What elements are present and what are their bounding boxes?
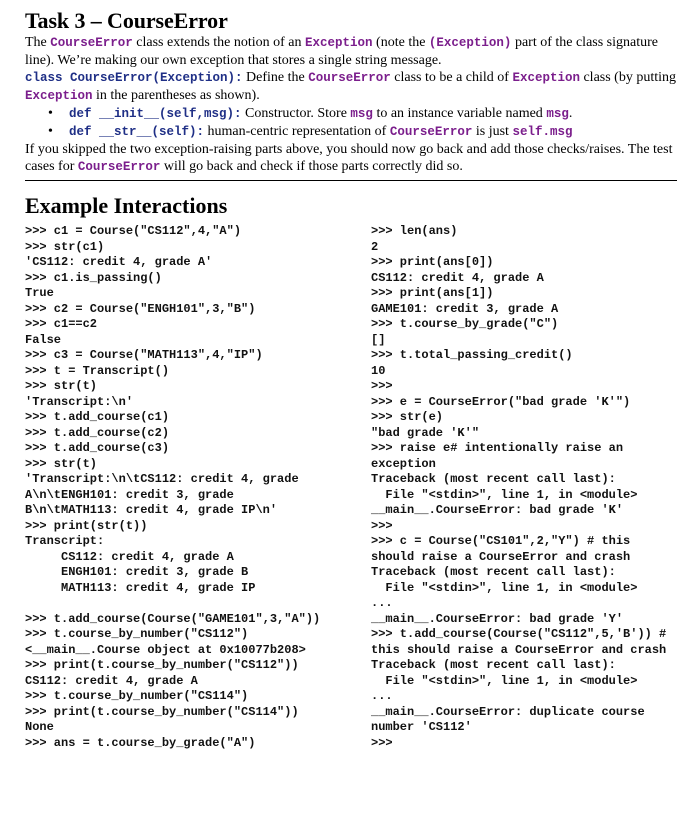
code-line: ... (371, 596, 393, 610)
code-line: >>> t.add_course(c3) (25, 441, 170, 455)
code-line: number 'CS112' (371, 720, 472, 734)
code-line: exception (371, 456, 436, 471)
code-line: >>> c1==c2 (25, 317, 98, 331)
code-line: ENGH101: credit 3, grade B (25, 565, 249, 579)
text-run: is just (472, 124, 513, 139)
code-line: >>> c1 = Course("CS112",4,"A") (25, 224, 242, 238)
code-line: 'Transcript:\n' (25, 394, 134, 409)
code-line: CS112: credit 4, grade A (371, 270, 544, 285)
code-line: __main__.CourseError: bad grade 'Y' (371, 611, 624, 626)
bullet-icon: • (48, 106, 53, 121)
text-run: If you skipped the two exception-raising parts above, you should now go back and add those checks/raises. The test cases for (25, 142, 673, 174)
code-line: 2 (371, 239, 379, 254)
code-line: >>> (371, 379, 393, 393)
text-run: will go back and check if those parts correctly did so. (160, 159, 463, 174)
method-list (25, 105, 677, 141)
method-item-str-text (69, 124, 572, 139)
code-line: Traceback (most recent call last): (371, 472, 616, 486)
method-item-str (25, 123, 677, 141)
code-line: >>> print(str(t)) (25, 518, 148, 533)
section-divider (25, 180, 677, 181)
code-term: class CourseError(Exception): (25, 71, 243, 85)
class-definition-line (25, 69, 677, 105)
code-line: 'CS112: credit 4, grade A' (25, 255, 213, 269)
code-line: >>> str(e) (371, 410, 444, 424)
code-line: >>> c = Course("CS101",2,"Y") # this (371, 534, 631, 548)
code-term: msg (546, 107, 569, 121)
text-run: class (by putting (579, 70, 677, 85)
text-run: to an instance variable named (372, 106, 547, 121)
code-line: >>> print(ans[0]) (371, 255, 494, 269)
code-term: CourseError (308, 71, 391, 85)
text-run: in the parentheses as shown). (92, 88, 260, 103)
left-code-column (25, 224, 355, 751)
code-line: >>> str(c1) (25, 239, 105, 254)
code-term: Exception (25, 89, 93, 103)
text-run: . (568, 106, 573, 121)
code-line: >>> t.add_course(Course("CS112",5,'B')) # (371, 627, 667, 641)
code-line: >>> t.course_by_grade("C") (371, 317, 559, 331)
intro-paragraph (25, 34, 677, 69)
code-line: >>> ans = t.course_by_grade("A") (25, 735, 256, 750)
code-line: Traceback (most recent call last): (371, 658, 616, 672)
code-line: File "<stdin>", line 1, in <module> (371, 487, 638, 502)
code-line: >>> t.total_passing_credit() (371, 348, 573, 362)
code-line: >>> c3 = Course("MATH113",4,"IP") (25, 348, 263, 362)
method-item-init (25, 105, 677, 123)
code-line: >>> len(ans) (371, 224, 458, 238)
code-line: __main__.CourseError: duplicate course (371, 704, 645, 719)
code-line: >>> (371, 735, 393, 750)
text-run: human-centric representation of (204, 124, 390, 139)
code-line: 10 (371, 363, 386, 378)
text-run: Constructor. Store (241, 106, 351, 121)
code-line: >>> t.course_by_number("CS112") (25, 627, 249, 641)
code-line: __main__.CourseError: bad grade 'K' (371, 503, 624, 517)
method-item-init-text (69, 106, 572, 121)
bullet-icon: • (48, 124, 53, 139)
code-term: def __init__(self,msg): (69, 107, 242, 121)
code-line: None (25, 720, 54, 734)
code-line: [] (371, 332, 386, 347)
code-line: ... (371, 689, 393, 703)
code-line: False (25, 332, 62, 347)
text-run: The (25, 35, 51, 50)
code-line: >>> t = Transcript() (25, 363, 170, 378)
text-run: class extends the notion of an (132, 35, 306, 50)
code-line: >>> raise e# intentionally raise an (371, 441, 624, 455)
code-line: >>> t.add_course(c1) (25, 410, 170, 424)
code-line: >>> (371, 518, 393, 533)
code-term: CourseError (77, 160, 161, 174)
code-term: msg (350, 107, 373, 121)
code-line: >>> print(ans[1]) (371, 286, 494, 300)
code-term: Exception (305, 36, 373, 50)
code-line: GAME101: credit 3, grade A (371, 301, 559, 316)
code-line: <__main__.Course object at 0x10077b208> (25, 642, 306, 657)
text-run: part of the class signature line). We’re making our own exception that stores a single string message. (25, 35, 658, 68)
code-line: >>> c2 = Course("ENGH101",3,"B") (25, 301, 256, 316)
code-line: >>> str(t) (25, 456, 98, 471)
text-run: Define the (242, 70, 309, 85)
code-line: 'Transcript:\n\tCS112: credit 4, grade (25, 472, 299, 486)
text-run: class to be a child of (390, 70, 513, 85)
code-line: >>> c1.is_passing() (25, 270, 162, 285)
code-line: >>> print(t.course_by_number("CS114")) (25, 704, 299, 719)
right-code-column (371, 224, 677, 751)
code-term: CourseError (389, 125, 473, 139)
code-line: >>> str(t) (25, 379, 98, 393)
examples-heading: Example Interactions (25, 193, 228, 218)
code-term: self.msg (512, 125, 573, 139)
code-line: should raise a CourseError and crash (371, 549, 631, 564)
code-term: Exception (512, 71, 580, 85)
code-line: >>> print(t.course_by_number("CS112")) (25, 658, 299, 672)
code-line: Traceback (most recent call last): (371, 565, 616, 579)
code-line: Transcript: (25, 534, 105, 548)
code-line: CS112: credit 4, grade A (25, 673, 198, 688)
task-title: Task 3 – CourseError (25, 8, 228, 33)
code-term: CourseError (50, 36, 133, 50)
text-run: (note the (372, 35, 429, 50)
code-line: True (25, 286, 54, 300)
code-line: CS112: credit 4, grade A (25, 549, 234, 564)
code-line: >>> t.add_course(Course("GAME101",3,"A")) (25, 611, 321, 626)
code-term: def __str__(self): (69, 125, 205, 139)
example-columns (25, 224, 677, 784)
code-line: File "<stdin>", line 1, in <module> (371, 673, 638, 688)
document-page (25, 0, 677, 784)
code-line: "bad grade 'K'" (371, 425, 480, 440)
code-line: B\n\tMATH113: credit 4, grade IP\n' (25, 503, 278, 517)
skip-note-paragraph (25, 141, 677, 176)
code-line: this should raise a CourseError and crash (371, 642, 667, 657)
code-line: File "<stdin>", line 1, in <module> (371, 580, 638, 595)
code-line (25, 596, 355, 612)
code-line: MATH113: credit 4, grade IP (25, 580, 256, 595)
code-line: >>> t.course_by_number("CS114") (25, 689, 249, 703)
code-line: >>> t.add_course(c2) (25, 425, 170, 440)
code-line: >>> e = CourseError("bad grade 'K'") (371, 394, 631, 409)
code-term: (Exception) (428, 36, 512, 50)
code-line: A\n\tENGH101: credit 3, grade (25, 487, 234, 502)
